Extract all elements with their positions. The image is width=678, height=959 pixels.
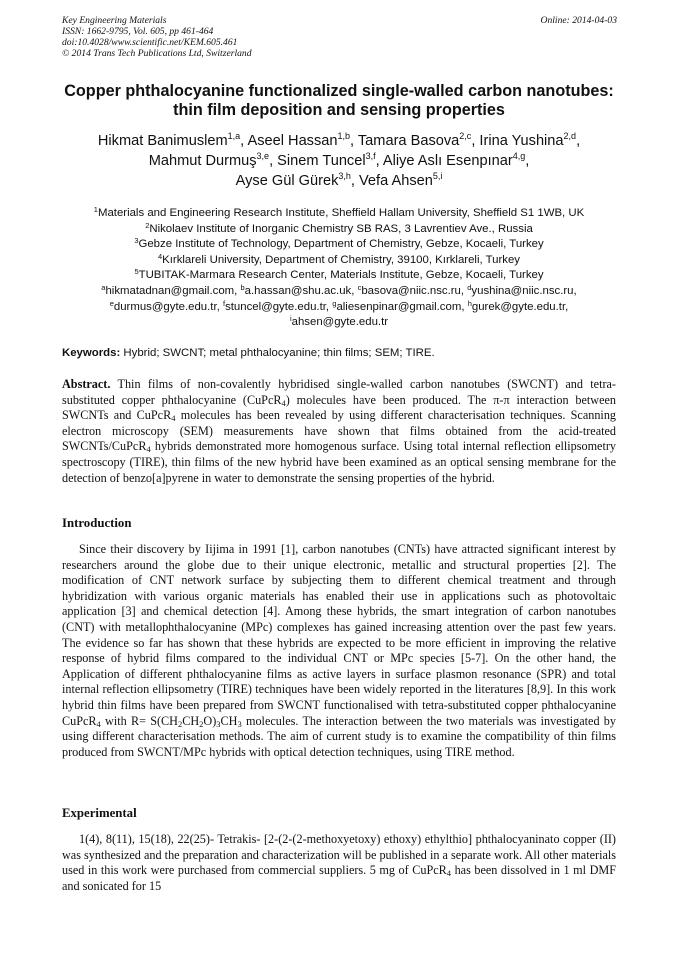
email-sep: , xyxy=(460,284,468,297)
author-name: Vefa Ahsen xyxy=(359,173,433,189)
email-link[interactable]: durmus@gyte.edu.tr xyxy=(113,300,217,313)
abstract-text: molecules has been revealed by using different characterisation techniques. Scanning electron microscopy (SEM) measurements have shown that films obtained from the acid-treated SWCNTs/CuPcR xyxy=(62,408,617,454)
email-sep: , xyxy=(573,284,577,297)
abstract xyxy=(62,377,616,486)
experimental-text: 1(4), 8(11), 15(18), 22(25)- Tetrakis- [2-(2-(2-methoxyetoxy) ethoxy) ethylthio] phthalocyaninato copper (II) was synthesized and the preparation and characterization will be published in a separate work. All other materials used in this work were purchased from commercial suppliers. 5 mg of CuPcR xyxy=(62,832,616,878)
experimental-paragraph xyxy=(62,832,616,894)
email-line-2 xyxy=(30,300,648,316)
author-line-2 xyxy=(30,151,648,171)
author-sep: , xyxy=(269,153,278,169)
keywords-label: Keywords: xyxy=(62,347,121,359)
author-sep: , xyxy=(375,153,383,169)
author-affil: 5,i xyxy=(432,171,443,181)
author-affil: 1,b xyxy=(337,131,351,141)
email-marker: e xyxy=(109,298,114,308)
author-name: Sinem Tuncel xyxy=(277,153,366,169)
email-sep: , xyxy=(216,300,223,313)
email-marker: b xyxy=(240,282,245,292)
affiliation-2 xyxy=(30,222,648,238)
email-link[interactable]: gurek@gyte.edu.tr xyxy=(471,300,566,313)
affil-text: Materials and Engineering Research Institute, Sheffield Hallam University, Sheffield S1 1WB, UK xyxy=(97,207,585,219)
affiliation-5 xyxy=(30,268,648,284)
email-sep: , xyxy=(325,300,333,313)
email-sep: , xyxy=(565,300,569,313)
email-line-3 xyxy=(30,315,648,331)
author-affil: 2,d xyxy=(563,131,577,141)
affiliation-4 xyxy=(30,253,648,269)
introduction-heading: Introduction xyxy=(62,516,132,530)
affil-text: TUBITAK-Marmara Research Center, Materials Institute, Gebze, Kocaeli, Turkey xyxy=(138,269,544,282)
affil-marker: 2 xyxy=(145,220,150,230)
experimental-text: has been dissolved in 1 ml DMF and sonicated for 15 xyxy=(62,863,616,893)
author-affil: 3,f xyxy=(365,151,376,161)
author-name: Tamara Basova xyxy=(357,133,460,149)
abstract-text: hybrids demonstrated more homogenous surface. Using total internal reflection ellipsometry spectroscopy (TIRE), thin films of the new hybrid have been examined as an optical sensing membrane for the detection of benzo[a]pyrene in water to demonstrate the sensing properties of the hybrid. xyxy=(62,439,616,485)
journal-name: Key Engineering Materials xyxy=(62,15,167,26)
affiliation-1 xyxy=(30,206,648,222)
email-link[interactable]: yushina@niic.nsc.ru xyxy=(471,284,574,297)
affiliation-3 xyxy=(30,237,648,253)
intro-text: Since their discovery by Iijima in 1991 [1], carbon nanotubes (CNTs) have attracted significant interest by researchers around the globe due to their unique electronic, metallic and structural properties [2]. The modification of CNT network surface by subjecting them to different chemical treatment and through hybridization with various organic materials has enabled their use in applications such as photovoltaic application [3] and chemical detection [4]. Among these hybrids, the smart integration of carbon nanotubes (CNT) with metallophthalocyanine (MPc) complexes has gained increasing attention over the past few years. The evidence so far has shown that these hybrids are expected to be more efficient in improving the relative response of hybrid films compared to the individual CNT or MPc species [5-7]. On the other hand, the Application of different phthalocyanine films as active layers in surface plasmon resonance (SPR) and total internal reflection ellipsometry (TIRE) techniques have been widely reported in the literatures [8,9]. In this work hybrid thin films have been prepared from SWCNT functionalised with tetra-substituted copper phthalocyanine CuPcR xyxy=(62,542,616,728)
email-link[interactable]: hikmatadnan@gmail.com xyxy=(105,284,235,297)
abstract-text: Thin films of non-covalently hybridised single-walled carbon nanotubes (SWCNT) and tetra-substituted copper phthalocyanine (CuPcR xyxy=(62,377,616,407)
copyright-line: © 2014 Trans Tech Publications Ltd, Switzerland xyxy=(62,48,252,59)
intro-text: with R= S(CH xyxy=(100,713,178,728)
email-marker: c xyxy=(357,282,362,292)
author-line-3 xyxy=(30,171,648,191)
subscript: 2 xyxy=(177,718,183,729)
affil-marker: 1 xyxy=(93,205,98,214)
introduction-paragraph xyxy=(62,542,616,760)
email-marker: f xyxy=(222,298,226,308)
email-sep: , xyxy=(234,284,241,297)
subscript: 3 xyxy=(237,718,242,729)
email-sep: , xyxy=(351,284,358,297)
affiliations xyxy=(30,206,648,331)
online-date: Online: 2014-04-03 xyxy=(540,15,617,26)
author-affil: 4,g xyxy=(512,151,526,161)
journal-header xyxy=(62,15,617,59)
subscript: 4 xyxy=(281,397,286,408)
intro-text: CH xyxy=(182,713,200,728)
paper-title xyxy=(40,82,638,120)
subscript: 2 xyxy=(199,718,204,729)
author-name: Aliye Aslı Esenpınar xyxy=(382,153,513,169)
subscript: 3 xyxy=(216,718,221,729)
email-link[interactable]: aliesenpinar@gmail.com xyxy=(336,300,462,313)
keywords-text: Hybrid; SWCNT; metal phthalocyanine; thin films; SEM; TIRE. xyxy=(120,347,435,359)
email-link[interactable]: ahsen@gyte.edu.tr xyxy=(291,316,389,329)
author-affil: 3,e xyxy=(256,151,270,161)
author-affil: 1,a xyxy=(227,131,241,141)
author-sep: , xyxy=(350,173,359,189)
intro-text: O) xyxy=(203,713,217,728)
author-list xyxy=(30,131,648,191)
author-affil: 3,h xyxy=(338,171,351,181)
author-name: Irina Yushina xyxy=(479,133,564,149)
author-name: Ayse Gül Gürek xyxy=(235,173,339,189)
email-marker: a xyxy=(101,282,106,292)
subscript: 4 xyxy=(446,868,452,879)
email-link[interactable]: a.hassan@shu.ac.uk xyxy=(244,284,352,297)
subscript: 4 xyxy=(96,718,101,729)
affil-marker: 4 xyxy=(157,251,163,261)
author-sep: , xyxy=(576,133,581,149)
author-sep: , xyxy=(471,133,480,149)
email-marker: h xyxy=(467,298,472,308)
abstract-text: ) molecules have been produced. The π-π interaction between SWCNTs and CuPcR xyxy=(62,392,617,423)
affil-text: Gebze Institute of Technology, Department of Chemistry, Gebze, Kocaeli, Turkey xyxy=(138,238,544,251)
keywords xyxy=(62,346,618,361)
subscript: 4 xyxy=(171,413,176,424)
affil-marker: 3 xyxy=(134,236,139,246)
author-sep: , xyxy=(240,133,248,149)
doi-line[interactable]: doi:10.4028/www.scientific.net/KEM.605.461 xyxy=(62,37,238,48)
email-line-1 xyxy=(30,284,648,300)
email-link[interactable]: stuncel@gyte.edu.tr xyxy=(225,300,326,313)
issn-line: ISSN: 1662-9795, Vol. 605, pp 461-464 xyxy=(62,26,214,37)
email-marker: i xyxy=(289,314,292,324)
title-line-1: Copper phthalocyanine functionalized single-walled carbon nanotubes: xyxy=(64,82,614,100)
experimental-heading: Experimental xyxy=(62,806,137,820)
email-marker: g xyxy=(332,298,337,308)
email-link[interactable]: basova@niic.nsc.ru xyxy=(361,284,461,297)
author-line-1 xyxy=(30,131,648,151)
author-sep: , xyxy=(350,133,358,149)
author-name: Hikmat Banimuslem xyxy=(97,133,228,149)
author-name: Mahmut Durmuş xyxy=(148,153,257,169)
affil-text: Nikolaev Institute of Inorganic Chemistry SB RAS, 3 Lavrentiev Ave., Russia xyxy=(149,222,533,235)
affil-marker: 5 xyxy=(134,267,139,277)
author-sep: , xyxy=(525,153,530,169)
email-marker: d xyxy=(467,282,472,292)
affil-text: Kırklareli University, Department of Chemistry, 39100, Kırklareli, Turkey xyxy=(162,253,521,266)
intro-text: CH xyxy=(220,713,238,728)
intro-text: molecules. The interaction between the two materials was investigated by using different characterisation methods. The aim of current study is to examine the compatibility of thin films produced from SWCNT/MPc hybrids with optical detection techniques, using TIRE method. xyxy=(62,713,616,759)
email-sep: , xyxy=(461,300,468,313)
abstract-label: Abstract. xyxy=(62,377,111,391)
author-name: Aseel Hassan xyxy=(247,133,338,149)
author-affil: 2,c xyxy=(459,131,472,141)
subscript: 4 xyxy=(146,444,151,455)
title-line-2: thin film deposition and sensing properties xyxy=(173,101,505,119)
